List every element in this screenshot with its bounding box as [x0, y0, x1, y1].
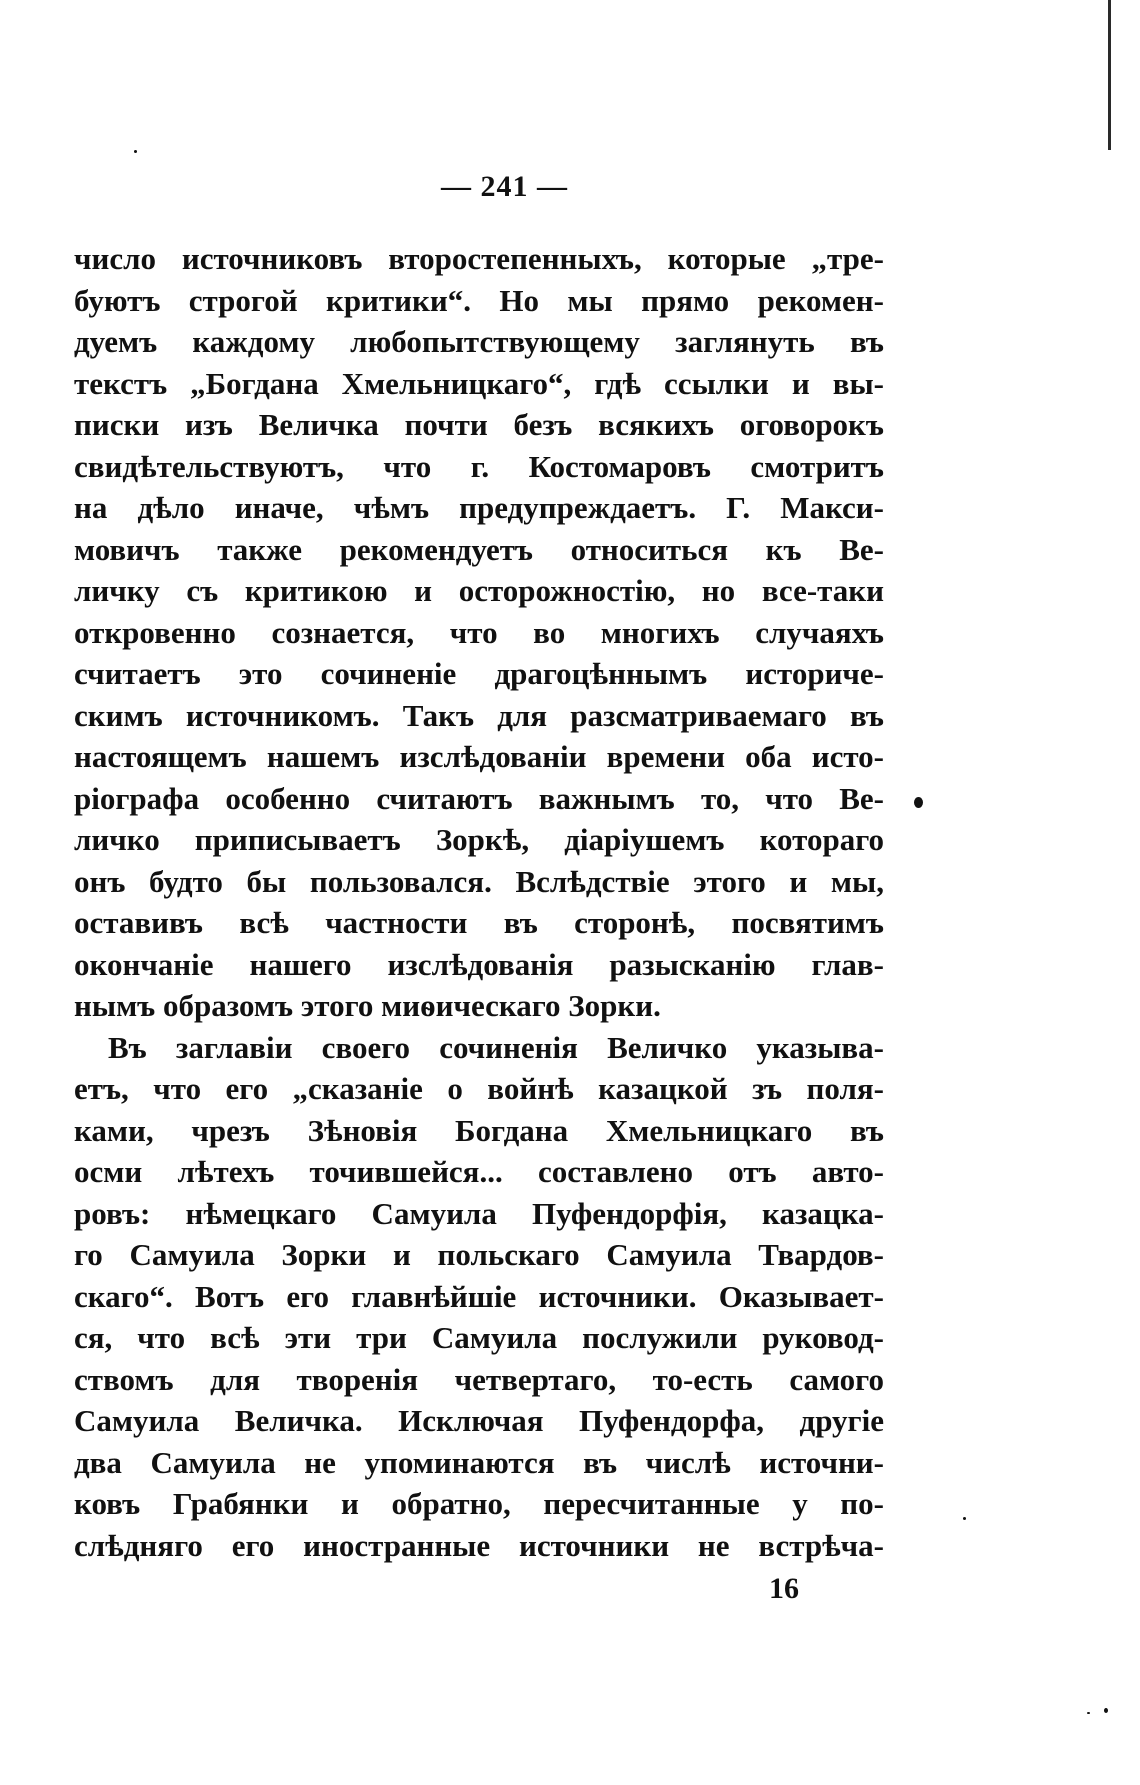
text-line: считаетъ это сочиненіе драгоцѣннымъ историче-: [74, 656, 884, 691]
text-line: настоящемъ нашемъ изслѣдованіи времени оба исто-: [74, 739, 884, 774]
page-edge-rule: [1108, 0, 1111, 150]
paragraph-2: [74, 1027, 884, 1567]
scan-speck: [134, 150, 137, 153]
text-line: Въ заглавіи своего сочиненія Величко указыва-: [108, 1029, 884, 1065]
text-line: личку съ критикою и осторожностію, но все-таки: [74, 573, 884, 608]
text-line: Самуила Величка. Исключая Пуфендорфа, другіе: [74, 1403, 884, 1438]
text-line: текстъ „Богдана Хмельницкаго“, гдѣ ссылки и вы-: [74, 365, 884, 401]
text-line: нымъ образомъ этого миѳическаго Зорки.: [74, 988, 661, 1023]
text-line: дуемъ каждому любопытствующему заглянуть въ: [74, 324, 884, 359]
text-line: осми лѣтехъ точившейся... составлено отъ авто-: [74, 1154, 884, 1189]
text-line: ками, чрезъ Зѣновія Богдана Хмельницкаго въ: [74, 1112, 884, 1148]
text-line: го Самуила Зорки и польскаго Самуила Твардов-: [74, 1237, 884, 1272]
text-line: число источниковъ второстепенныхъ, которые „тре-: [74, 241, 884, 276]
text-line: ровъ: нѣмецкаго Самуила Пуфендорфія, казацка-: [74, 1195, 884, 1231]
page-number: — 241 —: [441, 170, 568, 203]
scan-speck: [1104, 1708, 1108, 1713]
text-line: ковъ Грабянки и обратно, пересчитанные у по-: [74, 1486, 884, 1521]
text-line: свидѣтельствуютъ, что г. Костомаровъ смотритъ: [74, 448, 884, 484]
text-line: окончаніе нашего изслѣдованія разысканію глав-: [74, 946, 884, 982]
text-line: ся, что всѣ эти три Самуила послужили руковод-: [74, 1320, 884, 1355]
text-line: онъ будто бы пользовался. Вслѣдствіе этого и мы,: [74, 863, 884, 899]
scan-speck: [914, 797, 923, 808]
text-line: личко приписываетъ Зоркѣ, діаріушемъ котораго: [74, 822, 884, 857]
text-line: етъ, что его „сказаніе о войнѣ казацкой зъ поля-: [74, 1071, 884, 1106]
text-line: буютъ строгой критики“. Но мы прямо рекомен-: [74, 282, 884, 318]
text-line: мовичъ также рекомендуетъ относиться къ Ве-: [74, 531, 884, 567]
signature-mark: 16: [769, 1572, 799, 1605]
text-line: скаго“. Вотъ его главнѣйшіе источники. Оказывает-: [74, 1278, 884, 1314]
text-line: скимъ источникомъ. Такъ для разсматриваемаго въ: [74, 697, 884, 733]
text-line: оставивъ всѣ частности въ сторонѣ, посвятимъ: [74, 905, 884, 940]
body-text: [74, 238, 884, 1566]
text-line: откровенно сознается, что во многихъ случаяхъ: [74, 614, 884, 650]
scan-speck: [1087, 1712, 1090, 1714]
text-line: ріографа особенно считаютъ важнымъ то, что Ве-: [74, 780, 884, 816]
text-line: на дѣло иначе, чѣмъ предупреждаетъ. Г. Макси-: [74, 490, 884, 525]
text-line: писки изъ Величка почти безъ всякихъ оговорокъ: [74, 407, 884, 442]
text-line: слѣдняго его иностранные источники не встрѣча-: [74, 1527, 884, 1563]
text-line: два Самуила не упоминаются въ числѣ источни-: [74, 1444, 884, 1480]
text-line: ствомъ для творенія четвертаго, то-есть самого: [74, 1361, 884, 1397]
paragraph-1: [74, 238, 884, 1027]
scan-speck: [963, 1517, 966, 1520]
